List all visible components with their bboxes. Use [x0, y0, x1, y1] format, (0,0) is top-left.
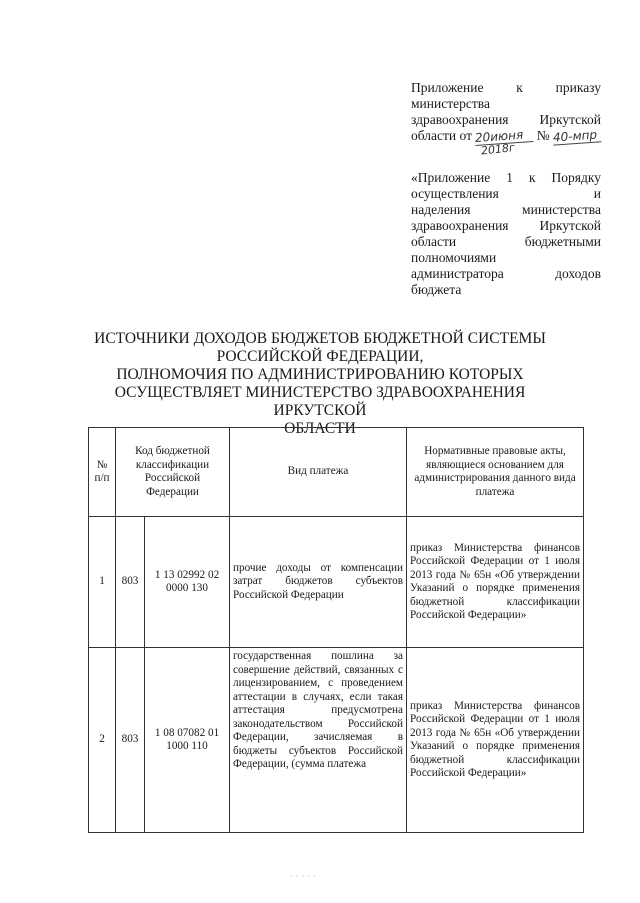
title-line: ОБЛАСТИ — [284, 420, 356, 437]
appendix-inner-line: области бюджетными — [411, 234, 601, 249]
row-kbk: 1 08 07082 01 1000 110 — [145, 648, 230, 833]
row-legal-acts: приказ Министерства финансов Российской Федерации от 1 июля 2013 года № 65н «Об утверждении Указаний о порядке применения бюджетной классификации Российской Федерации» — [407, 517, 584, 648]
row-kbk: 1 13 02992 02 0000 130 — [145, 517, 230, 648]
table-row — [89, 648, 584, 833]
appendix-inner-line: администратора доходов — [411, 266, 601, 281]
appendix-line: министерства — [411, 96, 490, 111]
title-line: РОССИЙСКОЙ ФЕДЕРАЦИИ, — [216, 348, 424, 365]
appendix-inner-line: бюджета — [411, 282, 462, 297]
table-header-row — [89, 428, 584, 517]
title-line: ИСТОЧНИКИ ДОХОДОВ БЮДЖЕТОВ БЮДЖЕТНОЙ СИСТЕМЫ — [94, 330, 546, 347]
handwritten-number: 40-мпр — [553, 128, 602, 145]
revenue-sources-table — [88, 427, 584, 833]
title-line: ОСУЩЕСТВЛЯЕТ МИНИСТЕРСТВО ЗДРАВООХРАНЕНИЯ ИРКУТСКОЙ — [114, 384, 526, 419]
appendix-block — [411, 80, 601, 298]
page-footer-mark: · · · · · — [290, 872, 316, 882]
row-num: 2 — [89, 648, 116, 833]
row-payment-type: государственная пошлина за совершение действий, связанных с лицензированием, с проведением аттестации в случаях, если такая аттестация предусмотрена законодательством Российской Федерации, зачисляемая в бюджеты субъектов Российской Федерации, (сумма платежа — [230, 648, 407, 833]
header-code: Код бюджетной классификации Российской Федерации — [116, 428, 230, 517]
appendix-inner-line: «Приложение 1 к Порядку — [411, 170, 601, 185]
table-row — [89, 517, 584, 648]
document-title — [70, 330, 570, 438]
appendix-inner-line: полномочиями — [411, 250, 497, 265]
handwritten-year: 2018г — [480, 141, 516, 158]
row-legal-acts: приказ Министерства финансов Российской Федерации от 1 июля 2013 года № 65н «Об утверждении Указаний о порядке применения бюджетной классификации Российской Федерации» — [407, 648, 584, 833]
header-acts: Нормативные правовые акты, являющиеся основанием для администрирования данного вида платежа — [407, 428, 584, 517]
number-sign: № — [536, 128, 550, 143]
header-num: № п/п — [89, 428, 116, 517]
header-type: Вид платежа — [230, 428, 407, 517]
appendix-line: Приложение к приказу — [411, 80, 601, 95]
title-line: ПОЛНОМОЧИЯ ПО АДМИНИСТРИРОВАНИЮ КОТОРЫХ — [116, 366, 524, 383]
row-admin-code: 803 — [116, 648, 145, 833]
appendix-inner-line: осуществления и — [411, 186, 601, 201]
row-payment-type: прочие доходы от компенсации затрат бюджетов субъектов Российской Федерации — [230, 517, 407, 648]
appendix-inner-line: здравоохранения Иркутской — [411, 218, 601, 233]
row-num: 1 — [89, 517, 116, 648]
handwritten-date: 20июня — [475, 128, 534, 146]
appendix-date-prefix: области от — [411, 128, 472, 143]
row-admin-code: 803 — [116, 517, 145, 648]
appendix-line: здравоохранения Иркутской — [411, 112, 601, 127]
appendix-inner-line: наделения министерства — [411, 202, 601, 217]
